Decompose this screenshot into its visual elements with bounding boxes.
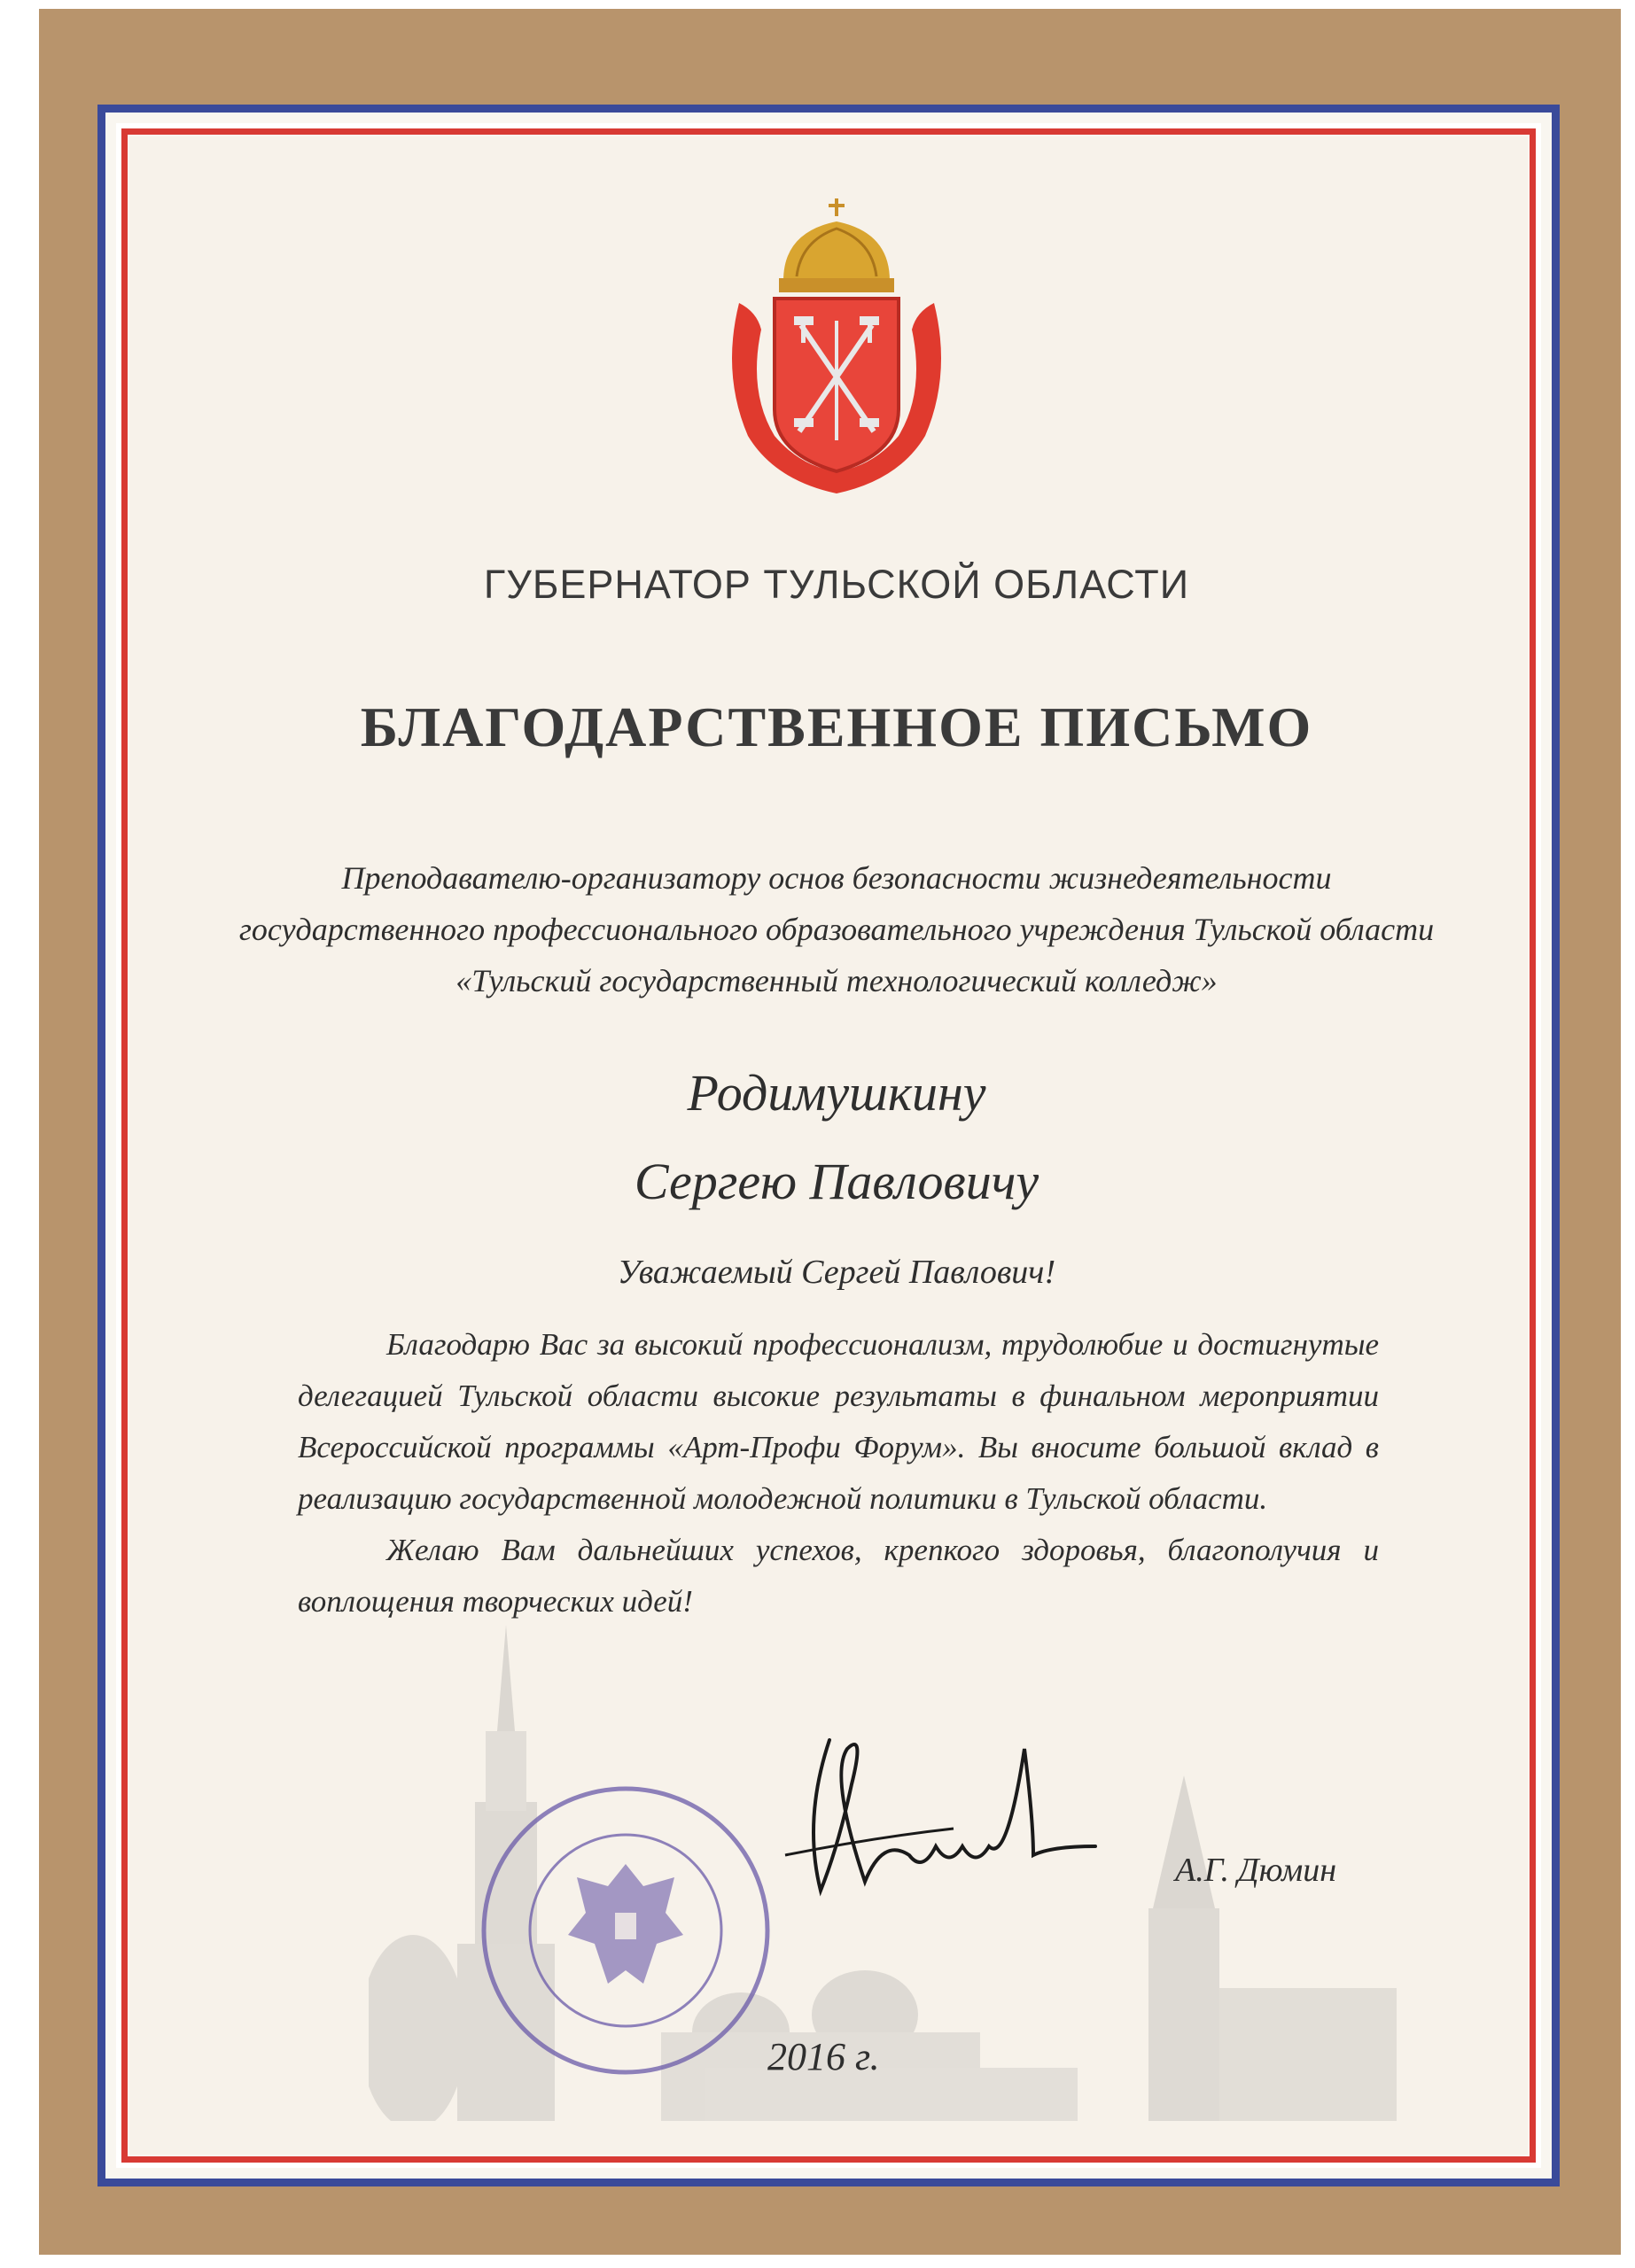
letter-paragraph-2: Желаю Вам дальнейших успехов, крепкого здоровья, благополучия и воплощения творческих идей! [298, 1533, 1379, 1619]
recipient-line-2: государственного профессионального образовательного учреждения Тульской области [238, 912, 1435, 947]
letter-paragraph-1: Благодарю Вас за высокий профессионализм, трудолюбие и достигнутые делегацией Тульской области высокие результаты в финальном мероприятии Всероссийской программы «Арт-Профи Форум». Вы вносите большой вклад в реализацию государственной молодежной политики в Тульской области. [298, 1327, 1379, 1516]
issue-year: 2016 г. [767, 2035, 880, 2078]
recipient-position [129, 852, 1544, 1006]
tula-coat-of-arms-icon [721, 197, 952, 498]
greeting: Уважаемый Сергей Павлович! [617, 1254, 1056, 1291]
certificate-content [129, 136, 1544, 2171]
recipient-line-1: Преподавателю-организатору основ безопасности жизнедеятельности [341, 860, 1332, 896]
russian-eagle-seal-icon [475, 1780, 776, 2081]
certificate-frame [97, 105, 1560, 2186]
issuing-authority: ГУБЕРНАТОР ТУЛЬСКОЙ ОБЛАСТИ [483, 562, 1190, 607]
recipient-given-names: Сергею Павловичу [634, 1153, 1039, 1210]
recipient-name [129, 1049, 1544, 1226]
signer-name: А.Г. Дюмин [1175, 1852, 1337, 1889]
certificate-paper [129, 136, 1528, 2155]
recipient-line-3: «Тульский государственный технологический колледж» [455, 963, 1218, 998]
signature-icon [767, 1713, 1104, 1917]
recipient-surname: Родимушкину [687, 1064, 986, 1122]
document-title: БЛАГОДАРСТВЕННОЕ ПИСЬМО [360, 695, 1313, 758]
